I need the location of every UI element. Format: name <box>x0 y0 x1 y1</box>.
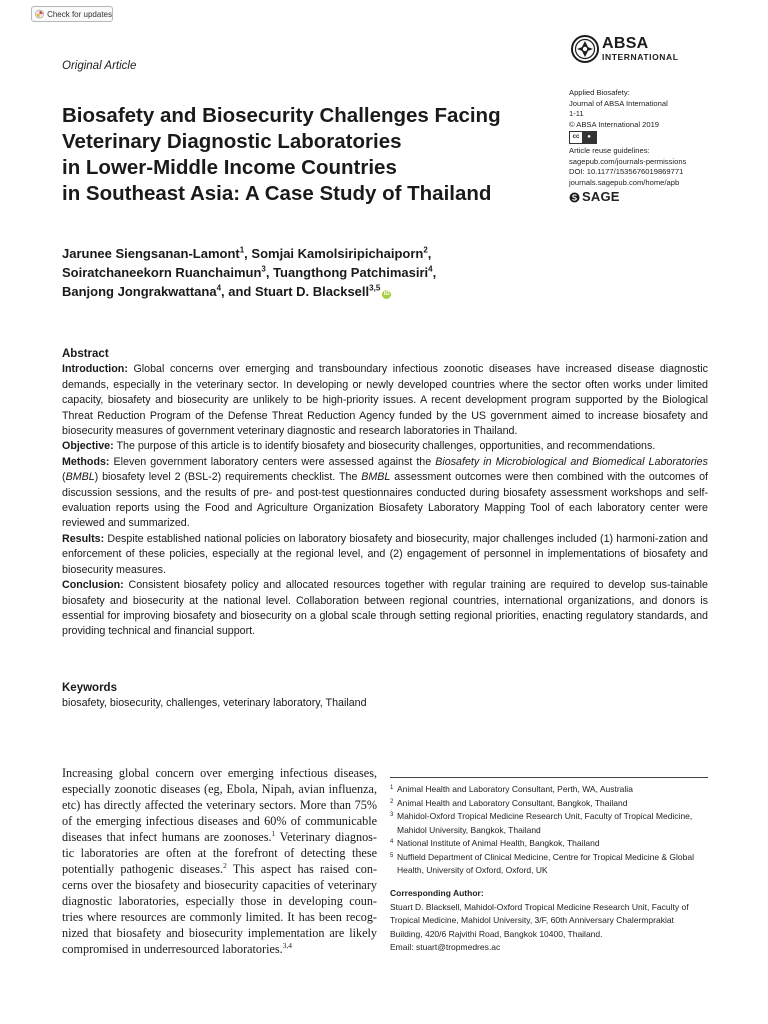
check-for-updates-button[interactable] <box>31 6 113 22</box>
author-separator: , <box>265 265 274 280</box>
abstract-introduction <box>62 362 708 439</box>
abstract-heading: Abstract <box>62 348 109 360</box>
title-line: in Lower-Middle Income Countries <box>62 156 397 179</box>
citation-ref[interactable]: 1 <box>271 828 276 838</box>
affiliation-text: Animal Health and Laboratory Consultant, Perth, WA, Australia <box>397 784 633 794</box>
cc-license-badge[interactable] <box>569 131 597 144</box>
title-line: Veterinary Diagnostic Laboratories <box>62 130 402 153</box>
citation-ref[interactable]: 2 <box>223 860 227 870</box>
author-affiliation-ref: 4 <box>216 283 222 293</box>
author-affiliation-ref: 4 <box>428 264 433 274</box>
body-text: Veterinary diagnos-tic laboratories are often at the forefront of detecting these potentially pathogenic diseases. <box>62 830 377 876</box>
objective-text: The purpose of this article is to identify biosafety and biosecurity challenges, opportunities, and recommendations. <box>116 440 656 453</box>
affiliation-item <box>390 810 708 837</box>
logo-main-text: ABSA <box>602 35 649 53</box>
author-affiliation-ref: 1 <box>239 245 245 255</box>
body-text: Increasing global concern over emerging infectious diseases, especially zoonotic diseases (eg, Ebola, Nipah, avian influenza, etc) has directly affected the veterinary sectors. More than 75% of the emerging infectious diseases and 60% of communicable diseases that infect humans are zoonoses. <box>62 766 377 844</box>
journal-full-name: Journal of ABSA International <box>569 98 668 108</box>
body-text: This aspect has raised con-cerns over the biosafety and biosecurity capacities of veterinary diagnostic laboratories, especially those in developing coun-tries where resources are commonly limited. It has been recog-nized that biosafety and biosecurity implementation are likely compromised in underresourced laboratories. <box>62 862 378 956</box>
corresponding-heading: Corresponding Author: <box>390 888 484 898</box>
keywords <box>62 681 708 712</box>
keywords-heading: Keywords <box>62 682 117 694</box>
reuse-guidelines: Article reuse guidelines: <box>569 146 650 155</box>
author-affiliation-ref: 3,5 <box>369 283 381 293</box>
title-line: in Southeast Asia: A Case Study of Thailand <box>62 182 492 205</box>
sage-logo <box>569 189 759 205</box>
cc-by-icon: ● <box>582 132 596 143</box>
affiliation-text: Nuffield Department of Clinical Medicine, Centre for Tropical Medicine & Global Health, University of Oxford, Oxford, UK <box>397 851 695 875</box>
logo-sub-text: INTERNATIONAL <box>602 52 679 63</box>
objective-label: Objective: <box>62 440 114 453</box>
corresponding-email[interactable]: Email: stuart@tropmedres.ac <box>390 942 501 952</box>
author-name[interactable]: Tuangthong Patchimasiri <box>273 265 429 280</box>
methods-italic: BMBL <box>65 471 95 484</box>
affiliation-text: Mahidol-Oxford Tropical Medicine Research Unit, Faculty of Tropical Medicine, Mahidol University, Bangkok, Thailand <box>397 811 693 835</box>
author-name[interactable]: Soiratchaneekorn Ruanchaimun <box>62 265 262 280</box>
article-type: Original Article <box>62 60 137 72</box>
journal-info <box>569 88 759 203</box>
methods-italic: BMBL <box>361 471 391 484</box>
orcid-icon[interactable]: iD <box>383 291 390 297</box>
author-separator: , <box>432 265 437 280</box>
methods-text: ) biosafety level 2 (BSL-2) requirements checklist. The <box>94 471 362 484</box>
methods-text: assessment outcomes were then combined with the outcomes of discussion sessions, and the results of pre- and post-test questionnaires conducted during biosafety assessment workshops and self-evaluation reports using the Food and Agriculture Organization Biosafety Laboratory Mapping Tool of each laboratory center were reviewed and summarized. <box>62 471 708 530</box>
affiliation-text: Animal Health and Laboratory Consultant, Bangkok, Thailand <box>397 797 628 808</box>
title-line: Biosafety and Biosecurity Challenges Facing <box>62 104 501 127</box>
author-separator: , and <box>221 284 255 299</box>
cc-label: cc <box>570 132 582 143</box>
conclusion-text: Consistent biosafety policy and allocated resources together with regular training are required to develop sus-tainable biosafety and biosecurity at the national level. Collaboration between regional countries, international organizations, and donors is essential for improving biosafety and biosecurity on a global scale through setting regional priorities, enacting regulatory standards, and providing technical and financial support. <box>62 579 708 638</box>
reuse-link[interactable]: sagepub.com/journals-permissions <box>569 156 687 166</box>
sage-icon <box>569 192 580 203</box>
abstract-objective <box>62 439 708 454</box>
affiliation-number: 4 <box>390 839 394 845</box>
methods-text: Eleven government laboratory centers were assessed against the <box>113 455 436 468</box>
page-range: 1-11 <box>569 109 584 118</box>
intro-text: Global concerns over emerging and transboundary infectious zoonotic diseases have increased disease diagnostic demands, especially in the veterinary sector. In developing or newly developed countries where the sector often works under limited capacity, biosafety and biosecurity are unlikely to be high-priority issues. A recent development program supported by the Biological Threat Reduction Program of the Defense Threat Reduction Agency funded by the US government aimed to increase biosafety and biosecurity measures of government veterinary diagnostic and research laboratories in Thailand. <box>62 363 708 438</box>
article-title <box>62 103 552 207</box>
citation-ref[interactable]: 3,4 <box>282 940 293 950</box>
author-affiliation-ref: 3 <box>261 264 266 274</box>
sage-label: SAGE <box>582 189 620 205</box>
doi[interactable]: DOI: 10.1177/1535676019869771 <box>569 167 684 176</box>
author-name[interactable]: Banjong Jongrakwattana <box>62 284 217 299</box>
journal-name: Applied Biosafety: <box>569 88 630 97</box>
intro-label: Introduction: <box>62 363 128 376</box>
conclusion-label: Conclusion: <box>62 579 124 592</box>
check-updates-label: Check for updates <box>47 9 112 19</box>
absa-logo <box>571 35 679 63</box>
journal-link[interactable]: journals.sagepub.com/home/apb <box>569 177 680 187</box>
affiliation-item <box>390 851 708 878</box>
corresponding-text: Stuart D. Blacksell, Mahidol-Oxford Tropical Medicine Research Unit, Faculty of Tropical Medicine, Mahidol University, 3/F, 60th Anniversary Chalermprakiat Building, 420/6 Rajvithi Road, Bangkok 10400, Thailand. <box>390 901 689 939</box>
author-separator: , <box>427 246 432 261</box>
author-name[interactable]: Somjai Kamolsiripichaiporn <box>251 246 424 261</box>
results-text: Despite established national policies on laboratory biosafety and biosecurity, major challenges included (1) harmoni-zation and enforcement of these policies, especially at the regional level, and (2) engagement of personnel in implementations of biosafety and biosecurity measures. <box>62 532 708 576</box>
affiliation-item <box>390 797 708 811</box>
body-paragraph <box>62 765 377 957</box>
affiliation-text: National Institute of Animal Health, Bangkok, Thailand <box>397 838 600 848</box>
affiliation-item <box>390 837 708 851</box>
methods-italic: Biosafety in Microbiological and Biomedical Laboratories <box>435 455 708 468</box>
copyright: © ABSA International 2019 <box>569 119 660 129</box>
author-list <box>62 244 562 301</box>
corresponding-author <box>390 887 708 955</box>
keywords-text: biosafety, biosecurity, challenges, veterinary laboratory, Thailand <box>62 697 367 710</box>
affiliations <box>390 783 708 878</box>
affiliation-number: 3 <box>390 812 394 818</box>
methods-label: Methods: <box>62 455 110 468</box>
abstract <box>62 347 708 640</box>
author-affiliation-ref: 2 <box>423 245 428 255</box>
check-updates-icon <box>35 9 44 19</box>
abstract-results <box>62 532 708 578</box>
author-name[interactable]: Stuart D. Blacksell <box>254 284 370 299</box>
absa-emblem-icon <box>571 35 599 63</box>
affiliation-item <box>390 783 708 797</box>
results-label: Results: <box>62 532 105 545</box>
affiliation-number: 5 <box>390 852 394 859</box>
affiliation-number: 2 <box>390 798 394 805</box>
methods-text: ( <box>62 471 66 484</box>
author-name[interactable]: Jarunee Siengsanan-Lamont <box>62 246 240 261</box>
abstract-methods <box>62 455 708 532</box>
affiliation-divider <box>390 777 708 778</box>
author-separator: , <box>244 246 252 261</box>
affiliation-number: 1 <box>390 785 394 791</box>
abstract-conclusion <box>62 578 708 640</box>
